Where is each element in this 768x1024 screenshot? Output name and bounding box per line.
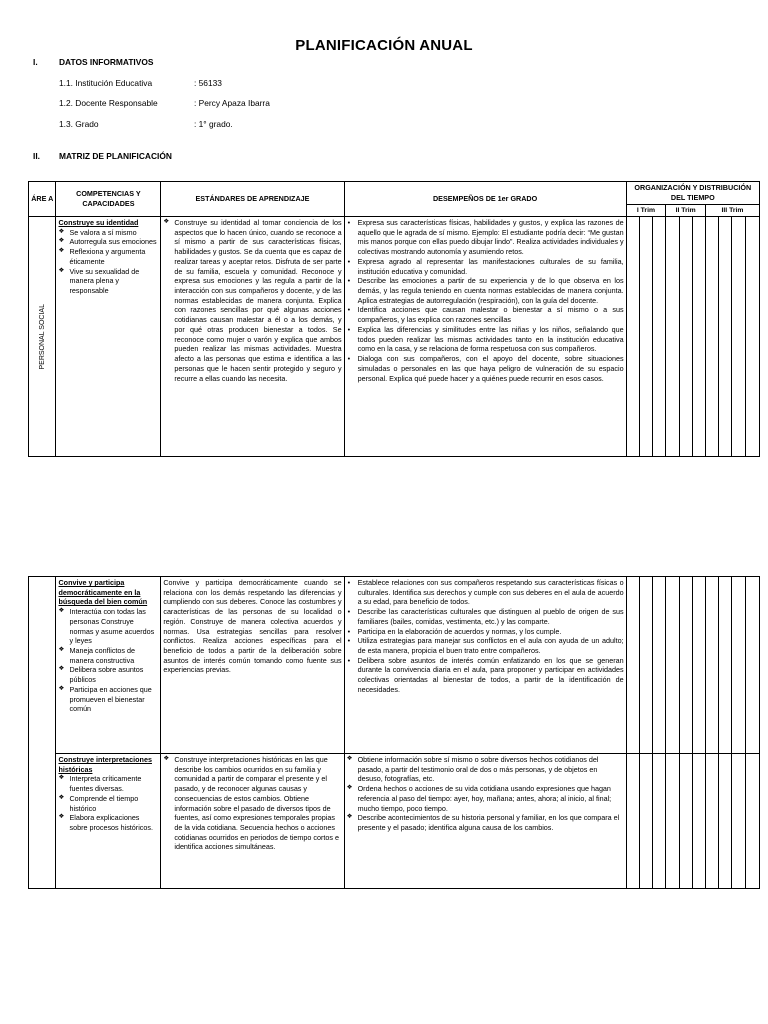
capacity-item: ❖ Delibera sobre asuntos públicos — [58, 665, 158, 684]
info-label: 1.2. Docente Responsable — [59, 98, 158, 108]
performance-item: ❖ Describe acontecimientos de su historia personal y familiar, en los que compara el presente y el pasado; identifica alguna causa de los cambios. — [347, 813, 624, 832]
capacity-item: ❖ Reflexiona y argumenta éticamente — [58, 247, 158, 266]
capacity-list — [58, 228, 158, 296]
standard-text: Construye su identidad al tomar conciencia de los aspectos que lo hacen único, cuando se reconoce a sí mismo a partir de sus características físicas, habilidades y gustos. Se da cuenta que es capaz de realizar tareas y aceptar retos. Disfruta de ser parte de su familia, escuela y comunidad. Reconoce y expresa sus emociones y las regula a partir de la interacción con sus compañeros y docente, y de las normas establecidas de manera conjunta. Explica con razones sencillas por qué algunas acciones cotidianas causan malestar a él o a los demás, y por qué otras producen bienestar a todos. Se reconoce como mujer o varón y explica que ambos pueden realizar las mismas actividades. Muestra afecto a las personas que estima e identifica a las personas que le hacen sentir protegido y seguro y recurre a ellas cuando las necesita. — [174, 218, 342, 383]
standard-cell — [161, 754, 344, 889]
time-cell[interactable] — [745, 577, 759, 754]
time-cell[interactable] — [706, 217, 719, 457]
planning-matrix-table-2 — [28, 576, 760, 889]
time-cell[interactable] — [666, 577, 679, 754]
diamond-bullet-icon: ❖ — [163, 755, 170, 762]
header-standards: ESTÁNDARES DE APRENDIZAJE — [161, 182, 344, 217]
header-time-organization: ORGANIZACIÓN Y DISTRIBUCIÓN DEL TIEMPO — [626, 182, 759, 205]
time-cell[interactable] — [666, 217, 679, 457]
capacity-item: ❖ Maneja conflictos de manera constructiva — [58, 646, 158, 665]
time-cell[interactable] — [692, 754, 705, 889]
time-cell[interactable] — [626, 577, 639, 754]
capacity-item: ❖ Interactúa con todas las personas Construye normas y asume acuerdos y leyes — [58, 607, 158, 646]
time-cell[interactable] — [639, 577, 652, 754]
performance-cell — [344, 217, 626, 457]
info-value: : 1° grado. — [194, 119, 233, 129]
time-cell[interactable] — [639, 217, 652, 457]
info-value: : 56133 — [194, 78, 222, 88]
time-cell[interactable] — [639, 754, 652, 889]
time-cell[interactable] — [745, 754, 759, 889]
time-cell[interactable] — [653, 217, 666, 457]
standard-text: Construye interpretaciones históricas en las que describe los cambios ocurridos en su familia y comunidad a partir de comparar el presente y el pasado, y de reconocer algunas causas y consecuencias de estos cambios. Obtiene información sobre el pasado de diversos tipos de fuentes, así como expresiones temporales propias de la vida cotidiana. Secuencia hechos o acciones cotidianas ocurridos en periodos de tiempo cortos e identifica acciones simultáneas. — [174, 755, 339, 852]
planning-matrix-table-1 — [28, 181, 760, 457]
area-cell — [29, 577, 56, 889]
info-label: 1.1. Institución Educativa — [59, 78, 153, 88]
standard-cell — [161, 217, 344, 457]
time-cell[interactable] — [653, 577, 666, 754]
performance-item: ❖ Obtiene información sobre sí mismo o sobre diversos hechos cotidianos del pasado, a partir del testimonio oral de dos o más personas, y de objetos en desuso, fotografías, etc. — [347, 755, 624, 784]
capacity-list — [58, 774, 158, 832]
performance-item: • Utiliza estrategias para manejar sus conflictos en el aula con ayuda de un adulto; de esta manera, propicia el buen trato entre compañeros. — [347, 636, 624, 655]
time-cell[interactable] — [692, 577, 705, 754]
performance-item: • Establece relaciones con sus compañeros respetando sus características físicas o culturales. Identifica sus derechos y cumple con sus deberes en el aula de acuerdo a su edad, para beneficio de todos. — [347, 578, 624, 607]
capacity-item: ❖ Elabora explicaciones sobre procesos históricos. — [58, 813, 158, 832]
competency-title: Construye su identidad — [58, 218, 139, 227]
header-competencies: COMPETENCIAS Y CAPACIDADES — [56, 182, 161, 217]
competency-cell — [56, 754, 161, 889]
time-cell[interactable] — [679, 754, 692, 889]
time-cell[interactable] — [706, 754, 719, 889]
time-cell[interactable] — [692, 217, 705, 457]
section-1-title: DATOS INFORMATIVOS — [59, 57, 154, 67]
performance-item: • Explica las diferencias y similitudes entre las niñas y los niños, señalando que todos pueden realizar las mismas actividades tanto en la institución educativa como en la casa, y se relaciona de forma respetuosa con sus compañeros. — [347, 325, 624, 354]
capacity-item: ❖ Autorregula sus emociones — [58, 237, 158, 247]
time-cell[interactable] — [626, 217, 639, 457]
performance-list — [347, 578, 624, 695]
capacity-item: ❖ Se valora a sí mismo — [58, 228, 158, 238]
area-cell — [29, 217, 56, 457]
header-trim-2: II Trim — [666, 205, 706, 217]
capacity-item: ❖ Interpreta críticamente fuentes diversas. — [58, 774, 158, 793]
header-performances: DESEMPEÑOS DE 1er GRADO — [344, 182, 626, 217]
time-cell[interactable] — [745, 217, 759, 457]
competency-cell — [56, 577, 161, 754]
page-title: PLANIFICACIÓN ANUAL — [295, 37, 473, 54]
performance-item: • Expresa sus características físicas, habilidades y gustos, y explica las razones de aquello que le agrada de sí mismo. Ejemplo: El estudiante podría decir: “Me gustan mis manos porque con ellas puedo dibujar lindo”. Realiza actividades individuales y colectivas mostrando autonomía y asumiendo retos. — [347, 218, 624, 257]
performance-item: • Describe las características culturales que distinguen al pueblo de origen de sus familiares (bailes, comidas, vestimenta, etc.) y las comparte. — [347, 607, 624, 626]
section-2-number: II. — [33, 151, 40, 161]
time-cell[interactable] — [732, 754, 745, 889]
performance-item: • Delibera sobre asuntos de interés común enfatizando en los que se generan durante la convivencia diaria en el aula, para proponer y participar en actividades colectivas orientadas al bienestar de todos, a partir de la identificación de necesidades. — [347, 656, 624, 695]
performance-cell — [344, 577, 626, 754]
competency-cell — [56, 217, 161, 457]
performance-item: • Expresa agrado al representar las manifestaciones culturales de su familia, institución educativa y comunidad. — [347, 257, 624, 276]
time-cell[interactable] — [653, 754, 666, 889]
time-cell[interactable] — [719, 217, 732, 457]
performance-item: • Dialoga con sus compañeros, con el apoyo del docente, sobre situaciones simuladas o personales en las que haya peligro de vulneración de su espacio personal. Explica qué puede hacer y a quiénes puede recurrir en esos casos. — [347, 354, 624, 383]
time-cell[interactable] — [706, 577, 719, 754]
time-cell[interactable] — [719, 754, 732, 889]
info-value: : Percy Apaza Ibarra — [194, 98, 270, 108]
capacity-item: ❖ Participa en acciones que promueven el bienestar común — [58, 685, 158, 714]
time-cell[interactable] — [719, 577, 732, 754]
time-cell[interactable] — [679, 217, 692, 457]
competency-title: Construye interpretaciones históricas — [58, 755, 152, 774]
performance-list — [347, 218, 624, 383]
performance-list — [347, 755, 624, 833]
performance-item: • Describe las emociones a partir de su experiencia y de lo que observa en los demás, y las regula teniendo en cuenta normas establecidas de manera conjunta. Aplica estrategias de autorregulación (respiración), con la guía del docente. — [347, 276, 624, 305]
capacity-list — [58, 607, 158, 714]
performance-item: • Identifica acciones que causan malestar o bienestar a sí mismo o a sus compañeros, y las explica con razones sencillas — [347, 305, 624, 324]
competency-title: Convive y participa democráticamente en la búsqueda del bien común — [58, 578, 148, 607]
section-2-title: MATRIZ DE PLANIFICACIÓN — [59, 151, 172, 161]
header-trim-3: III Trim — [706, 205, 760, 217]
header-trim-1: I Trim — [626, 205, 666, 217]
time-cell[interactable] — [666, 754, 679, 889]
performance-item: ❖ Ordena hechos o acciones de su vida cotidiana usando expresiones que hagan referencia al paso del tiempo: ayer, hoy, mañana; antes, ahora; al inicio, al final; mucho tiempo, poco tiempo. — [347, 784, 624, 813]
capacity-item: ❖ Comprende el tiempo histórico — [58, 794, 158, 813]
area-name: PERSONAL SOCIAL — [38, 303, 46, 370]
time-cell[interactable] — [679, 577, 692, 754]
time-cell[interactable] — [732, 217, 745, 457]
time-cell[interactable] — [732, 577, 745, 754]
time-cell[interactable] — [626, 754, 639, 889]
section-1-number: I. — [33, 57, 38, 67]
diamond-bullet-icon: ❖ — [163, 218, 170, 225]
capacity-item: ❖ Vive su sexualidad de manera plena y responsable — [58, 267, 158, 296]
info-label: 1.3. Grado — [59, 119, 99, 129]
standard-cell: Convive y participa democráticamente cuando se relaciona con los demás respetando las diferencias y cumpliendo con sus deberes. Conoce las costumbres y características de las personas de su localidad o región. Construye de manera colectiva acuerdos y normas. Usa estrategias sencillas para resolver conflictos. Realiza acciones específicas para el beneficio de todos a partir de la deliberación sobre asuntos de interés común tomando como fuente sus experiencias previas. — [161, 577, 344, 754]
performance-cell — [344, 754, 626, 889]
performance-item: • Participa en la elaboración de acuerdos y normas, y los cumple. — [347, 627, 624, 637]
header-area: ÁRE A — [29, 182, 56, 217]
